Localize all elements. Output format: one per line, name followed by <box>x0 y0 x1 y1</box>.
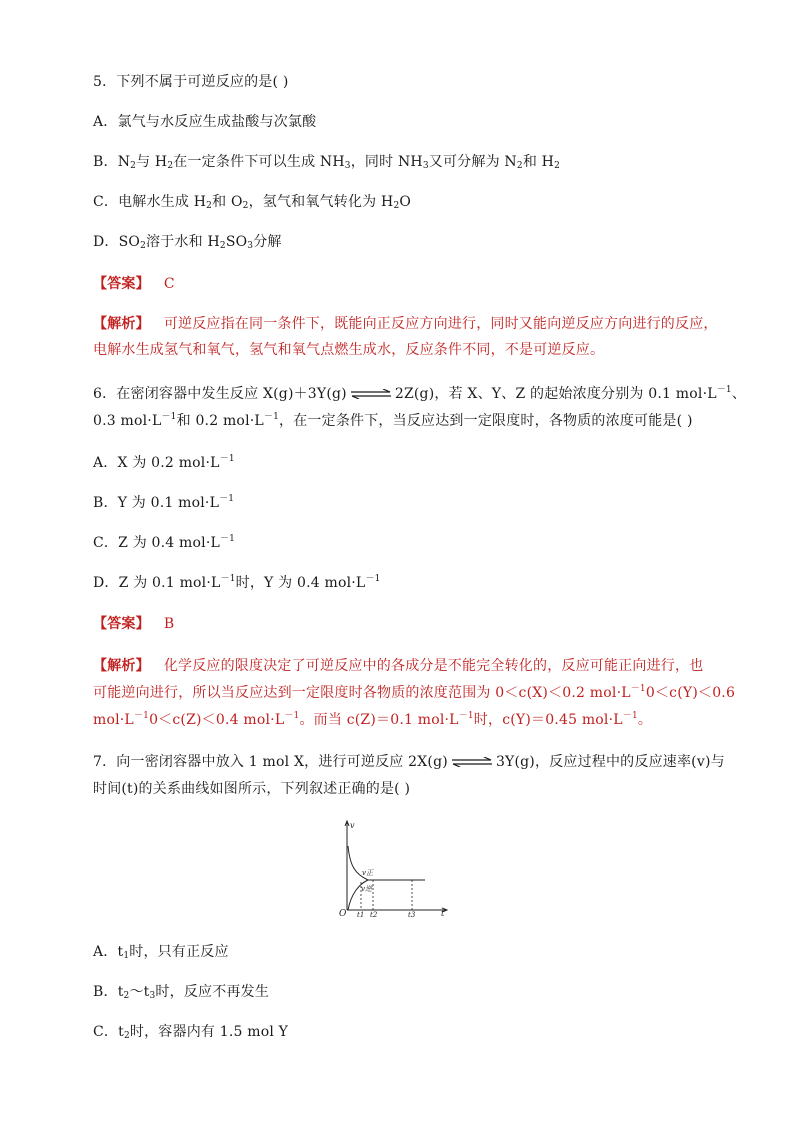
q6-option-b: B．Y 为 0.1 $mol\cdot L^{-1}$ <box>93 494 235 511</box>
q7-option-a: A．$t_1$时，只有正反应 <box>93 944 229 961</box>
t3-label: t3 <box>408 911 416 918</box>
answer-label: 【答案】 <box>93 276 150 292</box>
x-axis-label: t <box>441 909 445 918</box>
answer-label: 【答案】 <box>93 616 150 632</box>
q5-analysis-line-2: 电解水生成氢气和氧气，氢气和氧气点燃生成水，反应条件不同，不是可逆反应。 <box>93 342 605 358</box>
equilibrium-arrow-icon <box>451 757 493 767</box>
q6-analysis-line-3: $mol\cdot L^{-1}0<c(Z)<0.4$ $mol\cdot L^{-1}$。而当 c(Z)＝0.1 $mol\cdot L^{-1}$时，c(Y)＝0.45 $mol\cdot L^{-1}$。 <box>93 711 653 728</box>
q6-analysis-line-2: 可能逆向进行，所以当反应达到一定限度时各物质的浓度范围为 0＜c(X)＜0.2 $mol\cdot L^{-1}0<c(Y)<0.6$ <box>93 684 736 701</box>
t2-label: t2 <box>370 911 378 918</box>
q6-option-c: C．Z 为 0.4 $mol\cdot L^{-1}$ <box>93 534 236 551</box>
q5-option-b: B．$N_2$与 $H_2$在一定条件下可以生成 $NH_3$，同时 $NH_3$又可分解为 $N_2$和 $H_2$ <box>93 154 561 171</box>
q6-analysis-line-1: 【解析】 化学反应的限度决定了可逆反应中的各成分是不能完全转化的，反应可能正向进行，也 <box>93 658 704 674</box>
v-reverse-label: v逆 <box>361 885 372 893</box>
q5-stem: 5．下列不属于可逆反应的是( ) <box>93 74 289 90</box>
q6-stem-line-2: 0.3 $mol\cdot L^{-1}$和 0.2 $mol\cdot L^{-1}$，在一定条件下，当反应达到一定限度时，各物质的浓度可能是( ) <box>93 412 693 429</box>
q6-option-d: D．Z 为 0.1 $mol\cdot L^{-1}$时，Y 为 0.4 $mol\cdot L^{-1}$ <box>93 574 381 591</box>
analysis-label: 【解析】 <box>93 316 150 332</box>
origin-label: O <box>339 909 347 918</box>
t1-label: t1 <box>357 911 365 918</box>
analysis-label: 【解析】 <box>93 658 150 674</box>
q6-option-a: A．X 为 0.2 $mol\cdot L^{-1}$ <box>93 454 235 471</box>
q5-option-d: D．$SO_2$溶于水和 $H_2SO_3$分解 <box>93 234 282 251</box>
q7-stem-line-1: 7．向一密闭容器中放入 1 mol X，进行可逆反应 2X(g) 3Y(g)，反应过程中的反应速率(v)与 <box>93 754 725 770</box>
equilibrium-arrow-icon <box>350 389 392 399</box>
rate-time-graph <box>335 818 455 918</box>
q5-option-c: C．电解水生成 $H_2$和 $O_2$，氢气和氧气转化为 $H_2O$ <box>93 194 412 211</box>
q5-option-a: A．氯气与水反应生成盐酸与次氯酸 <box>93 114 317 130</box>
q7-stem-line-2: 时间(t)的关系曲线如图所示，下列叙述正确的是( ) <box>93 781 411 797</box>
q7-option-c: C．$t_2$时，容器内有 1.5 mol Y <box>93 1024 289 1041</box>
q5-answer: 【答案】 C <box>93 276 175 292</box>
q5-analysis-line-1: 【解析】 可逆反应指在同一条件下，既能向正反应方向进行，同时又能向逆反应方向进行的反应， <box>93 316 718 332</box>
y-axis-label: v <box>350 821 355 830</box>
q6-answer: 【答案】 B <box>93 616 175 632</box>
q6-stem-line-1: 6．在密闭容器中发生反应 X(g)＋3Y(g) 2Z(g)，若 X、Y、Z 的起始浓度分别为 0.1 $mol\cdot L^{-1}$、 <box>93 385 747 402</box>
q7-option-b: B．$t_2\sim t_3$时，反应不再发生 <box>93 984 270 1001</box>
v-forward-label: v正 <box>362 869 373 877</box>
